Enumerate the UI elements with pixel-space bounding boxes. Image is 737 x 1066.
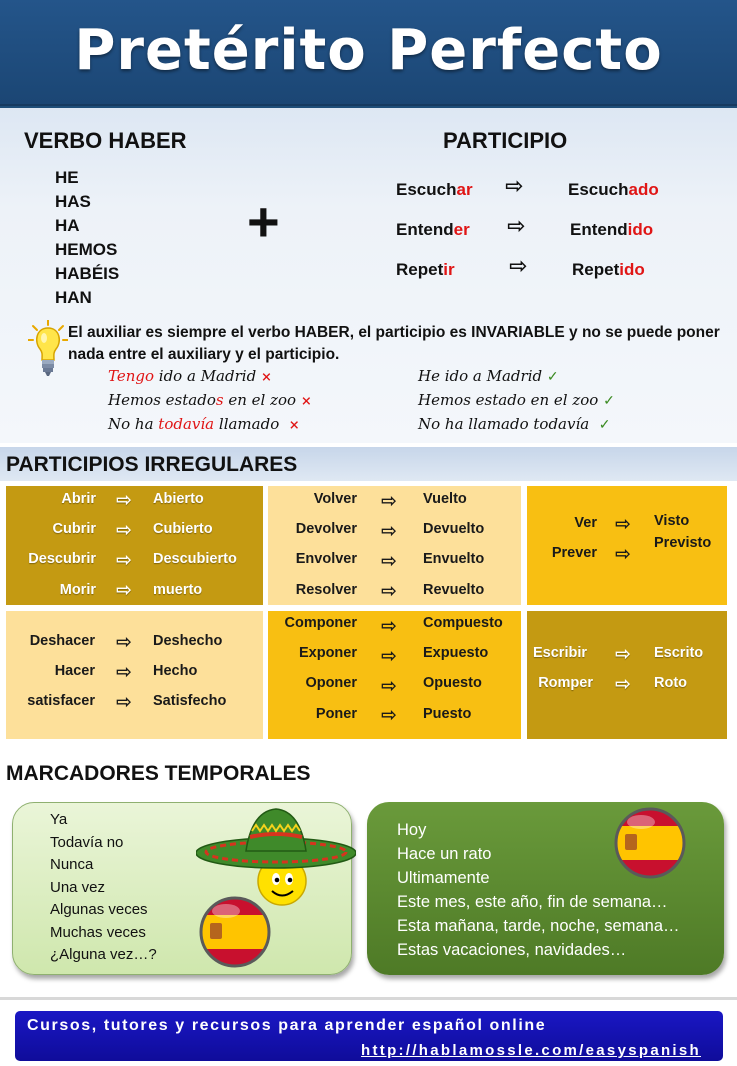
participle: Opuesto (423, 675, 482, 691)
right-example: Hemos estado en el zoo ✓ (418, 391, 615, 409)
arrow-right-icon: ⇨ (116, 631, 132, 653)
irregular-box (527, 611, 727, 739)
participle: Cubierto (153, 521, 213, 537)
arrow-right-icon: ⇨ (116, 549, 132, 571)
participle: Escrito (654, 645, 704, 661)
infinitive: Resolver (295, 582, 357, 598)
lightbulb-icon (28, 320, 68, 378)
cross-icon: × (300, 394, 312, 409)
list-item: Nunca (50, 856, 94, 873)
list-item: Este mes, este año, fin de semana… (397, 893, 668, 911)
participle: Deshecho (153, 633, 223, 649)
marcadores-left-panel (12, 802, 352, 975)
infinitive: Devolver (295, 521, 357, 537)
participle: Compuesto (423, 615, 503, 631)
arrow-right-icon: ⇨ (116, 489, 132, 511)
haber-forms-list (55, 166, 119, 310)
cross-icon: × (288, 418, 300, 433)
participle: Hecho (153, 663, 198, 679)
arrow-right-icon: ⇨ (116, 691, 132, 713)
arrow-right-icon: ⇨ (381, 490, 397, 512)
infinitive: satisfacer (27, 693, 95, 709)
arrow-right-icon: ⇨ (615, 513, 631, 535)
haber-form: HAS (55, 192, 91, 211)
participle: Revuelto (423, 582, 485, 598)
participle: Roto (654, 675, 688, 691)
list-item: Hace un rato (397, 845, 492, 863)
participle: muerto (153, 582, 203, 598)
check-icon: ✓ (546, 369, 559, 385)
infinitive: Descubrir (28, 551, 96, 567)
infinitive: Cubrir (52, 521, 96, 537)
participle: Envuelto (423, 551, 485, 567)
marcadores-heading: MARCADORES TEMPORALES (6, 762, 311, 785)
arrow-right-icon: ⇨ (381, 550, 397, 572)
infinitive: Oponer (305, 675, 357, 691)
haber-form: HABÉIS (55, 264, 120, 283)
list-item: Algunas veces (50, 901, 148, 918)
footer-divider (0, 997, 737, 1000)
infinitive-repetir: Repetir (396, 260, 455, 279)
wrong-example: No ha todavía llamado × (108, 415, 300, 433)
arrow-right-icon: ⇨ (381, 645, 397, 667)
irregulares-heading: PARTICIPIOS IRREGULARES (6, 453, 298, 476)
irregular-box (268, 486, 521, 605)
participle: Previsto (654, 535, 712, 551)
infinitive: Prever (551, 545, 597, 561)
participle: Vuelto (423, 491, 467, 507)
footer-banner (15, 1011, 723, 1061)
arrow-right-icon: ⇨ (507, 214, 526, 239)
arrow-right-icon: ⇨ (116, 579, 132, 601)
arrow-right-icon: ⇨ (509, 254, 528, 279)
infinitive: Escribir (533, 645, 587, 661)
infinitive: Morir (59, 582, 96, 598)
grammar-section (0, 108, 737, 443)
infinitive: Componer (284, 615, 357, 631)
wrong-example: Hemos estados en el zoo × (108, 391, 312, 409)
arrow-right-icon: ⇨ (116, 519, 132, 541)
check-icon: ✓ (598, 417, 611, 433)
infinitive: Ver (574, 515, 597, 531)
right-example: He ido a Madrid ✓ (418, 367, 559, 385)
infinitive: Volver (313, 491, 357, 507)
wrong-example: Tengo ido a Madrid × (108, 367, 272, 385)
arrow-right-icon: ⇨ (381, 615, 397, 637)
list-item: ¿Alguna vez…? (50, 946, 157, 963)
grammar-note: El auxiliar es siempre el verbo HABER, el participio es INVARIABLE y no se puede poner nada entre el auxiliary y el participio. (68, 324, 720, 363)
arrow-right-icon: ⇨ (615, 643, 631, 665)
participle: Expuesto (423, 645, 489, 661)
plus-sign: + (247, 190, 280, 253)
haber-heading: VERBO HABER (24, 128, 187, 153)
participio-heading: PARTICIPIO (443, 128, 568, 153)
infinitive: Hacer (54, 663, 95, 679)
haber-form: HAN (55, 288, 92, 307)
infinitive: Romper (538, 675, 593, 691)
infinitive: Exponer (298, 645, 357, 661)
arrow-right-icon: ⇨ (615, 673, 631, 695)
arrow-right-icon: ⇨ (381, 580, 397, 602)
infinitive-entender: Entender (396, 220, 470, 239)
list-item: Una vez (50, 878, 106, 896)
list-item: Muchas veces (50, 923, 146, 941)
infinitive-escuchar: Escuchar (396, 180, 473, 199)
participle: Visto (654, 513, 690, 529)
arrow-right-icon: ⇨ (505, 174, 524, 199)
list-item: Ya (50, 811, 68, 828)
spain-flag-ball-icon (198, 895, 272, 969)
right-example: No ha llamado todavía ✓ (418, 415, 611, 433)
list-item: Esta mañana, tarde, noche, semana… (397, 917, 680, 935)
list-item: Estas vacaciones, navidades… (397, 941, 627, 959)
irregulares-band (0, 447, 737, 481)
marcadores-left-list (50, 809, 157, 967)
marcadores-right-panel (367, 802, 724, 975)
infinitive: Deshacer (29, 633, 95, 649)
list-item: Todavía no (50, 833, 124, 851)
participle: Puesto (423, 706, 472, 722)
infinitive: Abrir (61, 491, 96, 507)
participle-entendido: Entendido (570, 220, 654, 239)
participle-repetido: Repetido (572, 260, 645, 279)
irregular-box (268, 611, 521, 739)
check-icon: ✓ (603, 393, 615, 409)
infinitive: Envolver (295, 551, 357, 567)
participle: Descubierto (153, 551, 237, 567)
haber-form: HEMOS (55, 240, 118, 259)
header-banner (0, 0, 737, 108)
page-title: Pretérito Perfecto (74, 18, 663, 83)
participle: Devuelto (423, 521, 485, 537)
arrow-right-icon: ⇨ (116, 661, 132, 683)
footer-tagline: Cursos, tutores y recursos para aprender español online (27, 1017, 547, 1034)
arrow-right-icon: ⇨ (381, 675, 397, 697)
arrow-right-icon: ⇨ (381, 704, 397, 726)
arrow-right-icon: ⇨ (615, 543, 631, 565)
spain-flag-ball-icon (613, 806, 687, 880)
irregular-box (527, 486, 727, 605)
cross-icon: × (260, 370, 272, 385)
irregular-box (6, 611, 263, 739)
haber-form: HE (55, 168, 79, 187)
irregular-box (6, 486, 263, 605)
infinitive: Poner (315, 706, 357, 722)
haber-form: HA (55, 216, 80, 235)
participle: Abierto (153, 491, 204, 507)
footer-link[interactable]: http://hablamossle.com/easyspanish (361, 1042, 701, 1059)
arrow-right-icon: ⇨ (381, 520, 397, 542)
participle: Satisfecho (153, 693, 227, 709)
list-item: Ultimamente (397, 869, 490, 887)
list-item: Hoy (397, 821, 427, 839)
participle-escuchado: Escuchado (568, 180, 659, 199)
